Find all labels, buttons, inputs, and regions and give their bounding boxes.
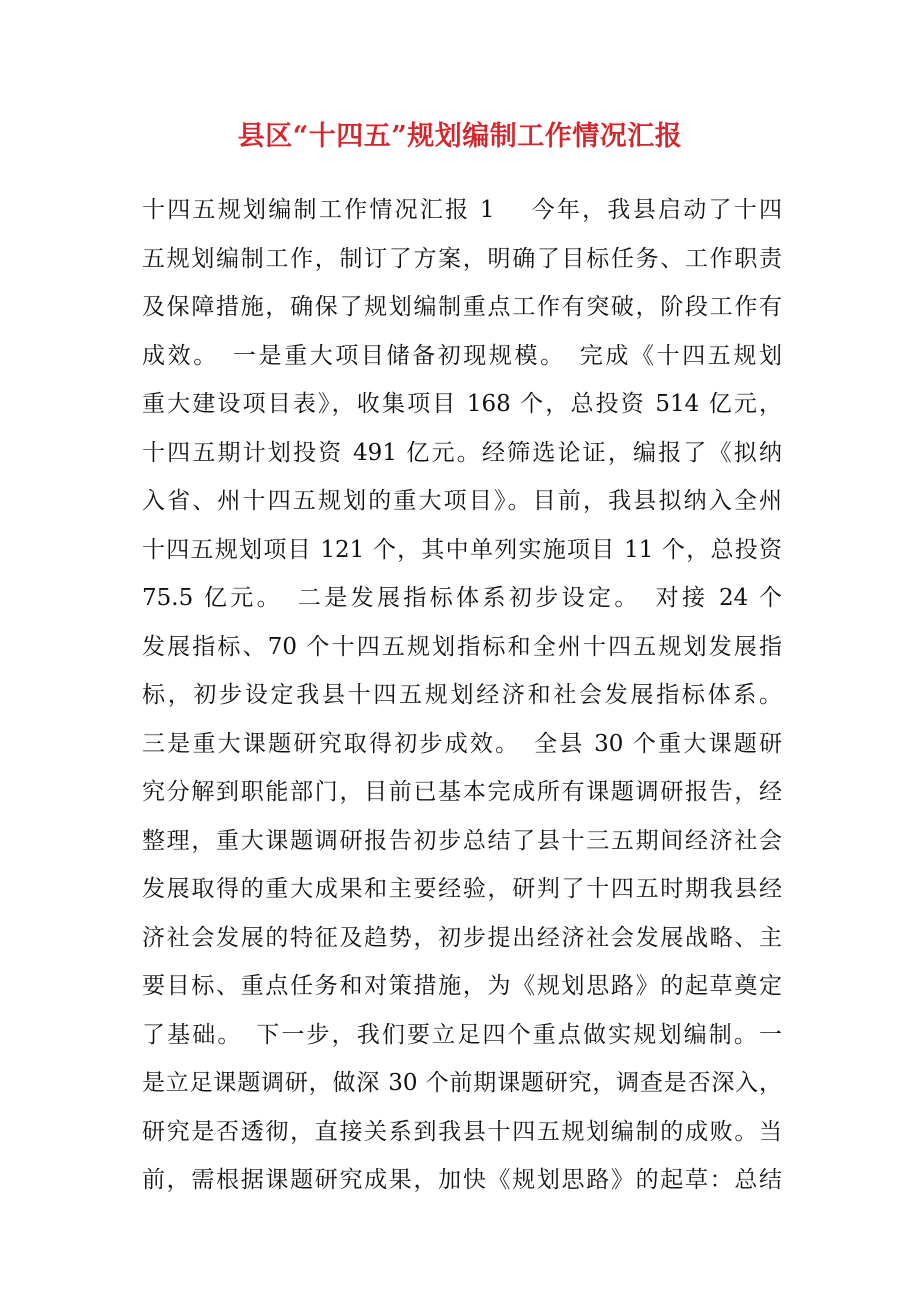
body-text-line: 发展取得的重大成果和主要经验，研判了十四五时期我县经 xyxy=(142,876,782,902)
body-text-line: 究分解到职能部门，目前已基本完成所有课题调研报告，经 xyxy=(142,779,782,805)
document-body xyxy=(142,186,782,1205)
body-text-line: 75.5 亿元。 二是发展指标体系初步设定。 对接 24 个 xyxy=(142,585,782,611)
body-text-line: 是立足课题调研，做深 30 个前期课题研究，调查是否深入， xyxy=(142,1070,782,1096)
body-text-line: 发展指标、70 个十四五规划指标和全州十四五规划发展指 xyxy=(142,633,782,660)
document-title: 县区“十四五”规划编制工作情况汇报 xyxy=(237,121,683,152)
body-text-line: 研究是否透彻，直接关系到我县十四五规划编制的成败。当 xyxy=(142,1118,782,1145)
body-text-line: 了基础。 下一步，我们要立足四个重点做实规划编制。一 xyxy=(142,1021,782,1048)
body-text-line: 整理，重大课题调研报告初步总结了县十三五期间经济社会 xyxy=(142,827,782,854)
body-text-line: 及保障措施，确保了规划编制重点工作有突破，阶段工作有 xyxy=(142,294,782,320)
body-text-line: 入省、州十四五规划的重大项目》。目前，我县拟纳入全州 xyxy=(142,488,782,514)
body-text-line: 成效。 一是重大项目储备初现规模。 完成《十四五规划 xyxy=(142,342,782,369)
body-text-line: 十四五规划编制工作情况汇报 1 今年，我县启动了十四 xyxy=(142,197,782,223)
body-text-line: 济社会发展的特征及趋势，初步提出经济社会发展战略、主 xyxy=(142,924,782,951)
body-text-line: 标，初步设定我县十四五规划经济和社会发展指标体系。 xyxy=(142,682,782,708)
body-text-line: 要目标、重点任务和对策措施，为《规划思路》的起草奠定 xyxy=(142,973,782,999)
body-text-line: 三是重大课题研究取得初步成效。 全县 30 个重大课题研 xyxy=(142,730,782,757)
body-text-line: 十四五期计划投资 491 亿元。经筛选论证，编报了《拟纳 xyxy=(142,439,782,466)
body-text-line: 重大建设项目表》，收集项目 168 个，总投资 514 亿元， xyxy=(142,391,782,417)
body-text-line: 十四五规划项目 121 个，其中单列实施项目 11 个，总投资 xyxy=(142,536,782,563)
body-text-line: 前，需根据课题研究成果，加快《规划思路》的起草：总结 xyxy=(142,1167,782,1193)
body-text-line: 五规划编制工作，制订了方案，明确了目标任务、工作职责 xyxy=(142,245,782,272)
